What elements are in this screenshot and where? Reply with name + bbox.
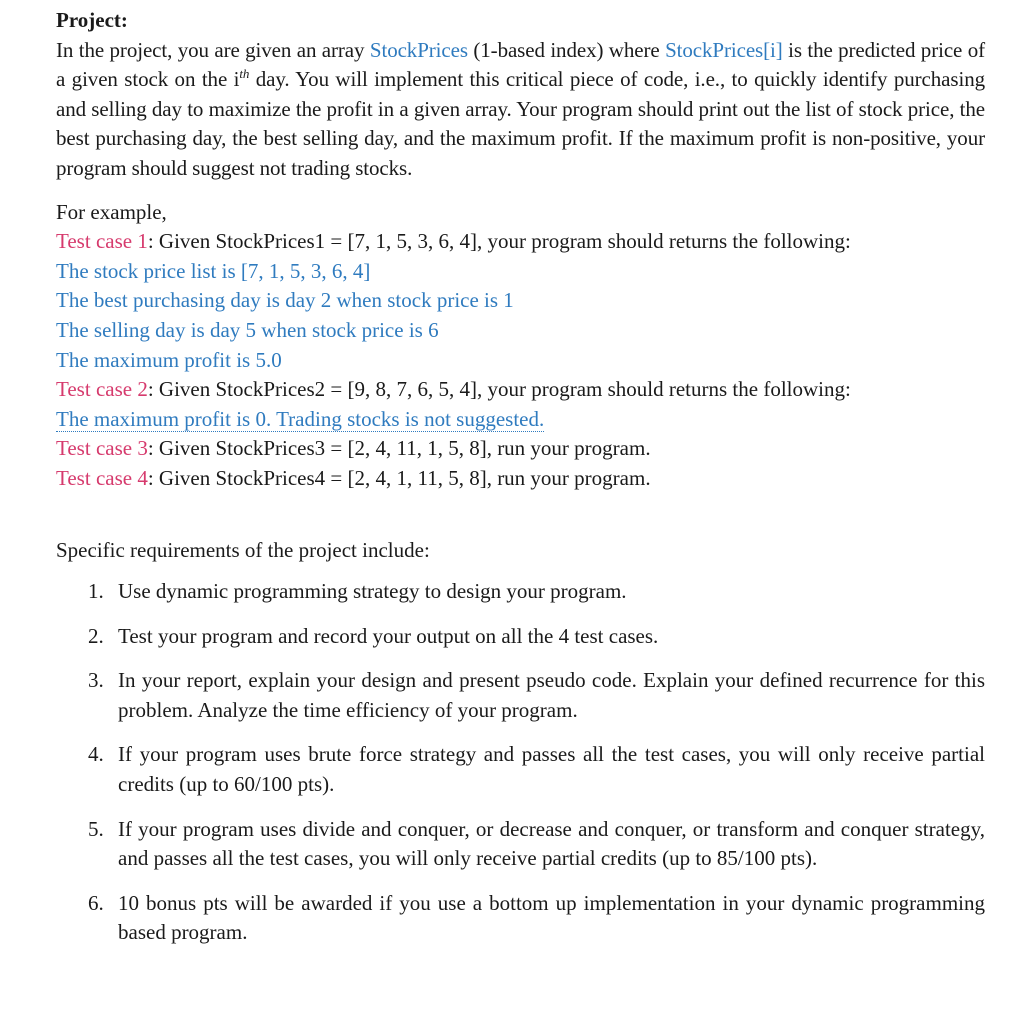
test-case-1-label: Test case 1 — [56, 229, 148, 254]
requirement-number: 5. — [88, 816, 104, 841]
superscript-th: th — [239, 66, 250, 82]
test-case-3 — [56, 434, 985, 464]
examples-lead: For example, — [56, 199, 167, 224]
requirement-text: If your program uses brute force strategy and passes all the test cases, you will only receive partial credits (up to 60/100 pts). — [118, 742, 985, 797]
test-case-2-output-1-text: The maximum profit is 0. Trading stocks is not suggested. — [56, 406, 545, 431]
array-element-stockprices-i: StockPrices[i] — [665, 37, 783, 62]
requirement-item-3 — [56, 666, 985, 725]
test-case-2-label: Test case 2 — [56, 377, 148, 402]
requirements-heading: Specific requirements of the project include: — [56, 537, 430, 562]
test-case-1-output-2: The best purchasing day is day 2 when stock price is 1 — [56, 288, 514, 313]
test-case-1-output-1: The stock price list is [7, 1, 5, 3, 6, 4] — [56, 258, 371, 283]
requirement-text: If your program uses divide and conquer, or decrease and conquer, or transform and conquer strategy, and passes all the test cases, you will only receive partial credits (up to 85/100 pts). — [118, 816, 985, 871]
test-case-4 — [56, 464, 985, 494]
requirement-text: In your report, explain your design and present pseudo code. Explain your defined recurrence for this problem. Analyze the time efficiency of your program. — [118, 668, 985, 722]
requirement-number: 6. — [88, 890, 104, 915]
requirement-number: 1. — [88, 579, 104, 604]
requirement-text: 10 bonus pts will be awarded if you use a bottom up implementation in your dynamic programming based program. — [118, 890, 985, 945]
test-case-3-label: Test case 3 — [56, 436, 148, 461]
intro-text-1: In the project, you are given an array — [56, 37, 370, 62]
requirement-number: 4. — [88, 742, 104, 767]
array-name-stockprices: StockPrices — [369, 37, 468, 62]
test-case-1-text: : Given StockPrices1 = [7, 1, 5, 3, 6, 4], your program should returns the following: — [147, 229, 851, 254]
test-case-2-text: : Given StockPrices2 = [9, 8, 7, 6, 5, 4], your program should returns the following: — [147, 377, 851, 402]
requirement-item-6 — [56, 889, 985, 948]
test-case-2 — [56, 375, 985, 405]
requirement-number: 2. — [88, 623, 104, 648]
requirement-text: Test your program and record your output on all the 4 test cases. — [118, 623, 659, 648]
intro-text-4: day. You will implement this critical piece of code, i.e., to quickly identify purchasing and selling day to maximize the profit in a given array. Your program should print out the list of stock price, the best purchasing day, the best selling day, and the maximum profit. If the maximum profit is non-positive, your program should suggest not trading stocks. — [56, 67, 985, 180]
requirement-item-1 — [56, 577, 985, 607]
test-case-4-text: : Given StockPrices4 = [2, 4, 1, 11, 5, 8], run your program. — [147, 465, 651, 490]
test-case-2-output-1 — [56, 405, 985, 435]
requirement-item-2 — [56, 622, 985, 652]
intro-paragraph — [56, 36, 985, 184]
test-case-4-label: Test case 4 — [56, 465, 148, 490]
intro-text-3: is the predicted price of a given stock on the i — [56, 37, 985, 92]
test-case-1-output-3: The selling day is day 5 when stock price is 6 — [56, 317, 439, 342]
requirement-item-5 — [56, 815, 985, 874]
requirement-item-4 — [56, 740, 985, 799]
examples-section — [56, 198, 985, 494]
test-case-3-text: : Given StockPrices3 = [2, 4, 11, 1, 5, 8], run your program. — [147, 436, 651, 461]
requirement-number: 3. — [88, 668, 104, 693]
requirements-list — [56, 577, 985, 948]
requirement-text: Use dynamic programming strategy to design your program. — [118, 579, 627, 604]
project-title: Project: — [56, 8, 128, 32]
test-case-1-output-4: The maximum profit is 5.0 — [56, 347, 282, 372]
intro-text-2: (1-based index) where — [467, 37, 666, 62]
test-case-1 — [56, 227, 985, 257]
